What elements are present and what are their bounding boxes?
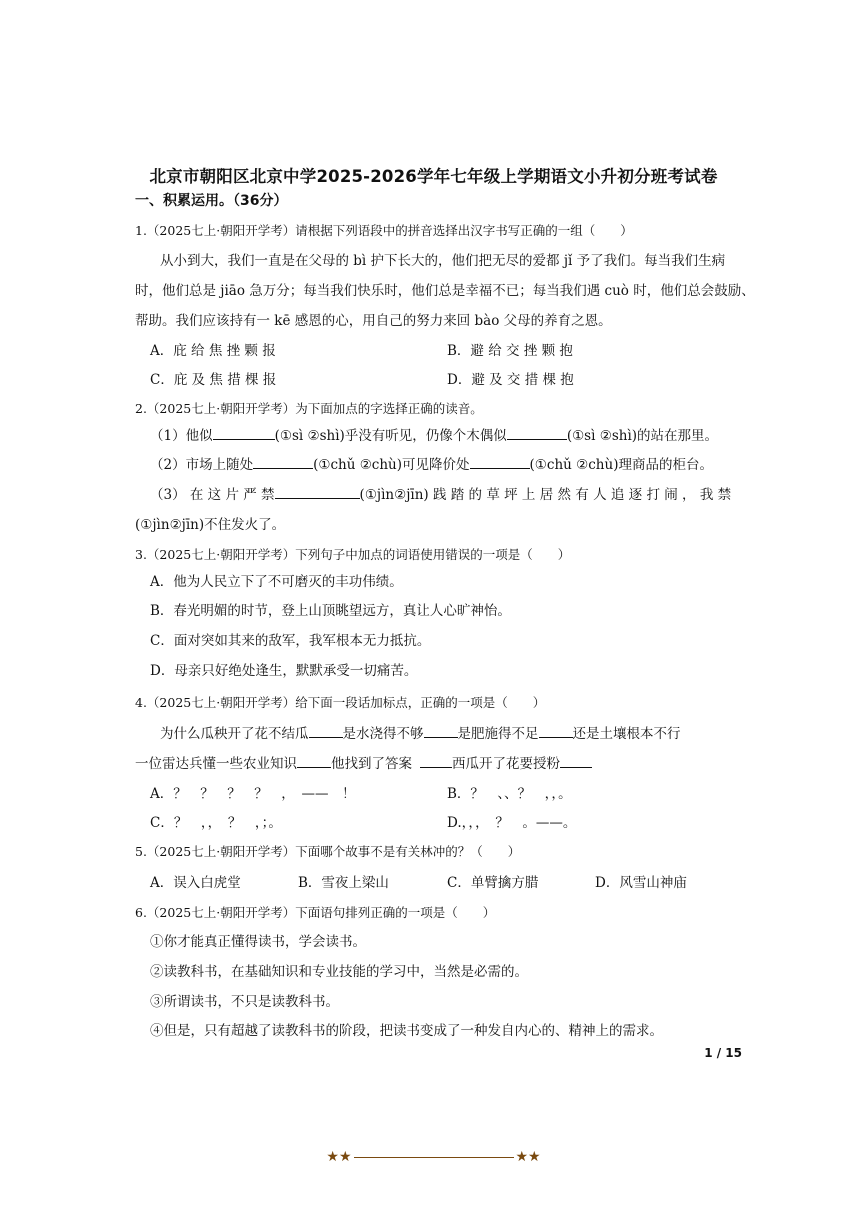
- blank[interactable]: [275, 486, 360, 499]
- blank[interactable]: [420, 755, 452, 768]
- sentence-3: [150, 990, 339, 1010]
- sentence-number: ④: [150, 1023, 164, 1039]
- item-text: （1）他似: [150, 428, 213, 444]
- blank[interactable]: [297, 755, 331, 768]
- passage-text: 西瓜开了花要授粉: [452, 756, 560, 772]
- passage-text: 为什么瓜秧开了花不结瓜: [160, 726, 309, 742]
- item-text: （2）市场上随处: [150, 457, 254, 473]
- option-b: B．春光明媚的时节，登上山顶眺望远方，真让人心旷神怡。: [150, 603, 511, 619]
- sentence-2: [150, 960, 528, 980]
- option-c: C．庇 及 焦 措 棵 报: [150, 372, 277, 388]
- option-d: D．母亲只好绝处逢生，默默承受一切痛苦。: [150, 663, 418, 679]
- question-1-passage-line: 时，他们总是 jiāo 急万分；每当我们快乐时，他们总是幸福不已；每当我们遇 cuò 时，他们总会鼓励、: [135, 283, 755, 299]
- question-2-item-1: [150, 424, 718, 444]
- option-b: B．雪夜上梁山: [298, 875, 389, 891]
- option-a: A．他为人民立下了不可磨灭的丰功伟绩。: [150, 574, 403, 590]
- sentence-number: ③: [150, 994, 164, 1010]
- option-d: D．避 及 交 措 棵 抱: [447, 372, 574, 388]
- sentence-4: [150, 1019, 663, 1039]
- section-heading: 一、积累运用。（36分）: [135, 193, 288, 209]
- question-6-stem: 6.（2025七上·朝阳开学考）下面语句排列正确的一项是（ ）: [135, 905, 496, 920]
- option-a: A．？ ？ ？ ？ ， —— ！: [150, 786, 356, 802]
- blank[interactable]: [309, 725, 343, 738]
- blank[interactable]: [507, 427, 567, 440]
- option-d: D.，，， ？ 。——。: [447, 815, 577, 831]
- item-text: (①chǔ ②chù)可见降价处: [313, 457, 470, 473]
- question-1-passage-line: 从小到大，我们一直是在父母的 bì 护下长大的，他们把无尽的爱都 jǐ 予了我们。每当我们生病: [160, 253, 726, 269]
- sentence-number: ②: [150, 964, 164, 980]
- question-2-stem: 2.（2025七上·朝阳开学考）为下面加点的字选择正确的读音。: [135, 401, 483, 416]
- option-a: A．庇 给 焦 挫 颗 报: [150, 343, 276, 359]
- passage-text: 是水浇得不够: [342, 726, 424, 742]
- passage-text: 是肥施得不足: [457, 726, 539, 742]
- blank[interactable]: [253, 456, 313, 469]
- option-b: B．？ 、、？ ，，。: [447, 786, 572, 802]
- blank[interactable]: [470, 456, 530, 469]
- question-1-stem: 1.（2025七上·朝阳开学考）请根据下列语段中的拼音选择出汉字书写正确的一组（ ）: [135, 223, 633, 238]
- star-icon: ★★: [515, 1149, 541, 1165]
- passage-text: 一位雷达兵懂一些农业知识: [135, 756, 297, 772]
- option-c: C．单臂擒方腊: [447, 875, 539, 891]
- sentence-text: 读教科书，在基础知识和专业技能的学习中，当然是必需的。: [163, 964, 528, 980]
- blank[interactable]: [539, 725, 573, 738]
- item-text: (①jìn②jīn) 践 踏 的 草 坪 上 居 然 有 人 追 逐 打 闹 ， 我 禁: [359, 487, 732, 503]
- option-b: B．避 给 交 挫 颗 抱: [447, 343, 573, 359]
- question-4-stem: 4.（2025七上·朝阳开学考）给下面一段话加标点，正确的一项是（ ）: [135, 695, 546, 710]
- star-icon: ★★: [326, 1149, 352, 1165]
- blank[interactable]: [424, 725, 458, 738]
- question-2-item-3-cont: (①jìn②jīn)不住发火了。: [135, 517, 286, 533]
- divider: [354, 1157, 514, 1158]
- option-d: D．风雪山神庙: [595, 875, 687, 891]
- item-text: (①sì ②shì)的站在那里。: [566, 428, 719, 444]
- question-2-item-3: [150, 483, 731, 503]
- item-text: (①chǔ ②chù)理商品的柜台。: [529, 457, 713, 473]
- sentence-1: [150, 930, 366, 950]
- question-4-passage-line: [135, 752, 592, 772]
- sentence-text: 所谓读书，不只是读教科书。: [163, 994, 339, 1010]
- question-1-passage-line: 帮助。我们应该持有一 kē 感恩的心，用自己的努力来回 bào 父母的养育之恩。: [135, 313, 612, 329]
- passage-text: 他找到了答案: [331, 756, 412, 772]
- option-c: C．？ ，， ？ ，；。: [150, 815, 282, 831]
- question-4-passage-line: [160, 722, 681, 742]
- question-2-item-2: [150, 453, 713, 473]
- page-number: 1 / 15: [704, 1046, 742, 1060]
- question-3-stem: 3.（2025七上·朝阳开学考）下列句子中加点的词语使用错误的一项是（ ）: [135, 547, 571, 562]
- sentence-text: 但是，只有超越了读教科书的阶段，把读书变成了一种发自内心的、精神上的需求。: [163, 1023, 663, 1039]
- blank[interactable]: [560, 755, 592, 768]
- sentence-number: ①: [150, 934, 164, 950]
- exam-title: 北京市朝阳区北京中学2025-2026学年七年级上学期语文小升初分班考试卷: [149, 167, 718, 186]
- item-text: (①sì ②shì)乎没有听见，仍像个木偶似: [274, 428, 507, 444]
- blank[interactable]: [213, 427, 275, 440]
- option-a: A．误入白虎堂: [150, 875, 241, 891]
- footer-ornament: [0, 1149, 867, 1165]
- item-text: （3） 在 这 片 严 禁: [150, 487, 275, 503]
- sentence-text: 你才能真正懂得读书，学会读书。: [163, 934, 366, 950]
- question-5-stem: 5.（2025七上·朝阳开学考）下面哪个故事不是有关林冲的？（ ）: [135, 844, 521, 859]
- option-c: C．面对突如其来的敌军，我军根本无力抵抗。: [150, 633, 431, 649]
- passage-text: 还是土壤根本不行: [572, 726, 681, 742]
